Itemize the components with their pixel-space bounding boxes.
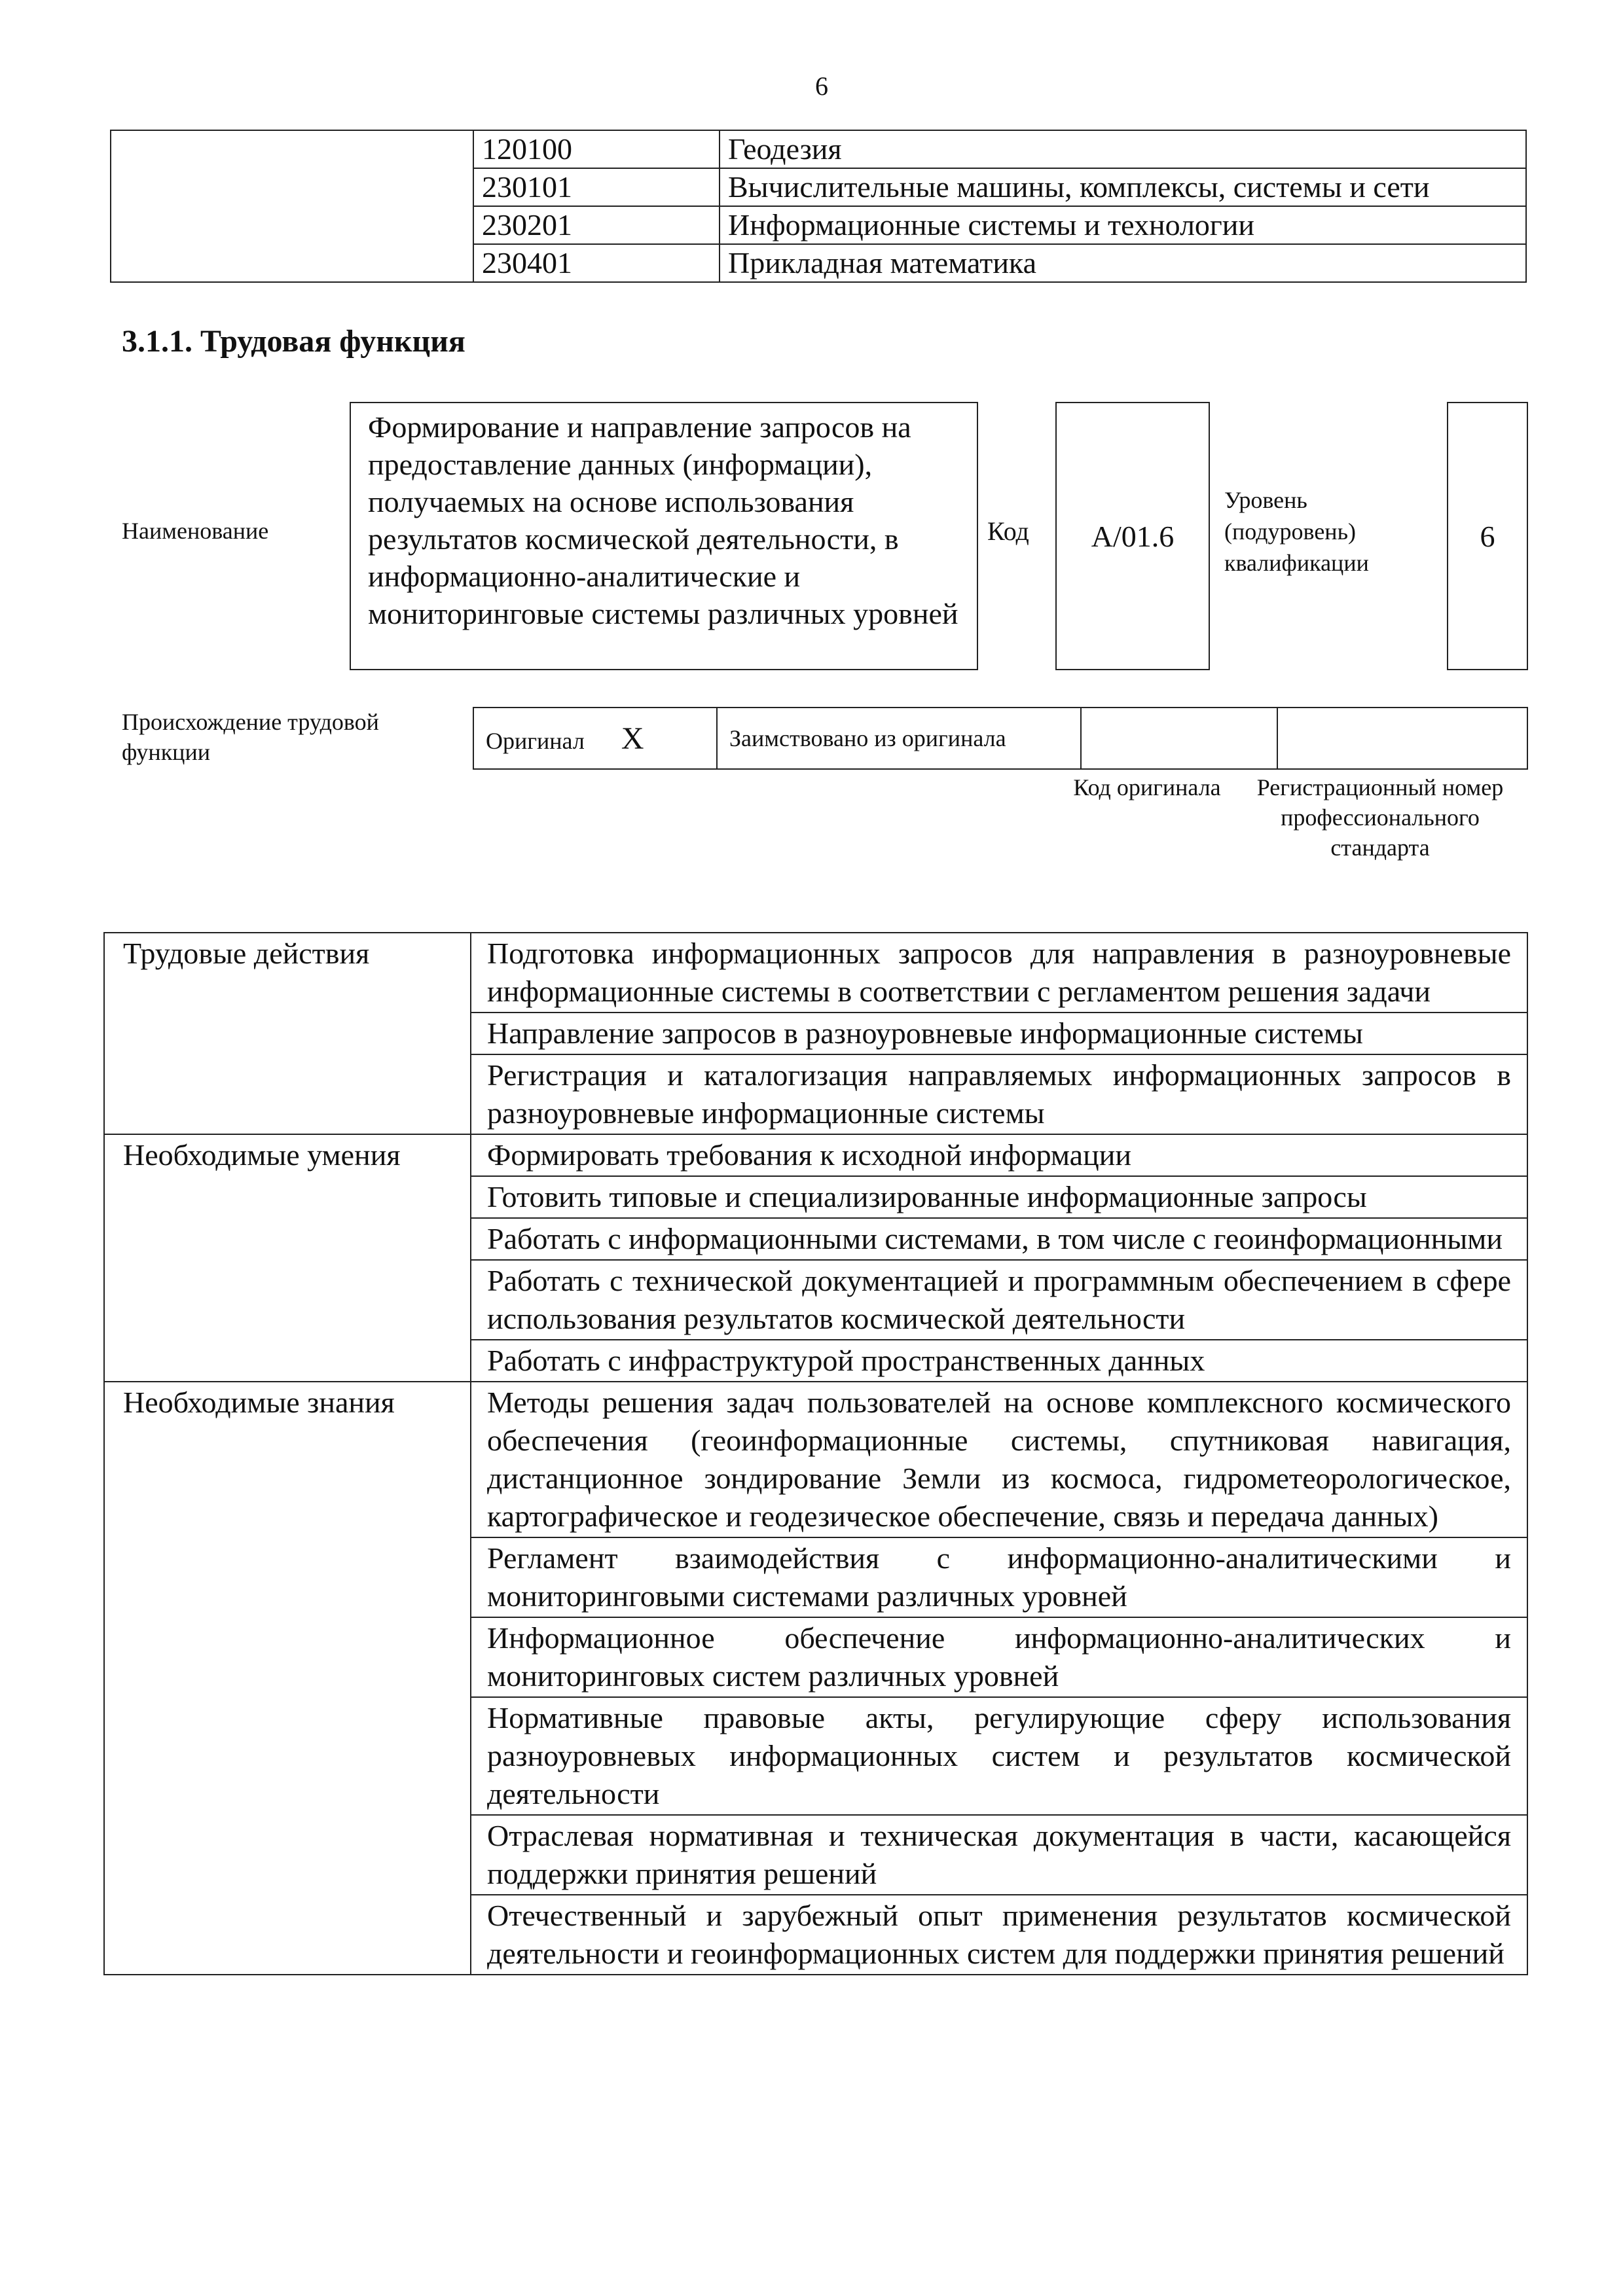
borrowed-label: Заимствовано из оригинала [717, 708, 1081, 769]
page-number: 6 [815, 71, 828, 101]
table-row [104, 933, 1527, 1013]
registration-number-cell [1277, 708, 1527, 769]
original-label: Оригинал [486, 727, 585, 754]
list-item: Работать с инфраструктурой пространственных данных [471, 1340, 1527, 1382]
specialty-name: Прикладная математика [720, 244, 1526, 282]
category-knowledge: Необходимые знания [104, 1382, 471, 1975]
list-item: Информационное обеспечение информационно-аналитических и мониторинговых систем различных уровней [471, 1617, 1527, 1697]
list-item: Готовить типовые и специализированные информационные запросы [471, 1176, 1527, 1218]
list-item: Регистрация и каталогизация направляемых информационных запросов в разноуровневые информационные системы [471, 1054, 1527, 1134]
empty-cell [111, 130, 473, 282]
original-cell [473, 708, 717, 769]
specialty-name: Вычислительные машины, комплексы, системы и сети [720, 168, 1526, 206]
list-item: Отраслевая нормативная и техническая документация в части, касающейся поддержки принятия решений [471, 1815, 1527, 1895]
list-item: Регламент взаимодействия с информационно-аналитическими и мониторинговыми системами различных уровней [471, 1537, 1527, 1617]
specialty-name: Информационные системы и технологии [720, 206, 1526, 244]
requirements-table [103, 932, 1528, 1975]
original-code-cell [1081, 708, 1277, 769]
original-mark: X [621, 721, 644, 756]
qualification-level-box: 6 [1447, 402, 1528, 670]
list-item: Методы решения задач пользователей на основе комплексного космического обеспечения (геоинформационные системы, спутниковая навигация, дистанционное зондирование Земли из космоса, гидрометеорологическое, картографическое и геодезическое обеспечение, связь и передача данных) [471, 1382, 1527, 1537]
specialty-code: 230101 [473, 168, 720, 206]
list-item: Направление запросов в разноуровневые информационные системы [471, 1013, 1527, 1054]
table-row [104, 1134, 1527, 1176]
table-row [111, 130, 1526, 168]
list-item: Формировать требования к исходной информации [471, 1134, 1527, 1176]
table-row [104, 1382, 1527, 1537]
origin-table [473, 707, 1528, 770]
origin-label: Происхождение трудовой функции [122, 709, 379, 765]
specialty-code: 230401 [473, 244, 720, 282]
original-code-caption: Код оригинала [1073, 774, 1221, 800]
list-item: Работать с информационными системами, в том числе с геоинформационными [471, 1218, 1527, 1260]
specialty-code: 230201 [473, 206, 720, 244]
list-item: Работать с технической документацией и программным обеспечением в сфере использования результатов космической деятельности [471, 1260, 1527, 1340]
function-name-box: Формирование и направление запросов на предоставление данных (информации), получаемых на основе использования результатов космической деятельности, в информационно-аналитические и мониторинговые системы различных уровней [350, 402, 978, 670]
category-skills: Необходимые умения [104, 1134, 471, 1382]
name-label: Наименование [122, 518, 269, 544]
function-code-box: A/01.6 [1055, 402, 1210, 670]
list-item: Нормативные правовые акты, регулирующие сферу использования разноуровневых информационных систем и результатов космической деятельности [471, 1697, 1527, 1815]
code-label: Код [987, 516, 1029, 546]
table-row [473, 708, 1527, 769]
section-title: 3.1.1. Трудовая функция [122, 324, 465, 359]
specialty-codes-table [110, 130, 1527, 283]
category-labor-actions: Трудовые действия [104, 933, 471, 1134]
specialty-code: 120100 [473, 130, 720, 168]
specialty-name: Геодезия [720, 130, 1526, 168]
list-item: Подготовка информационных запросов для направления в разноуровневые информационные системы в соответствии с регламентом решения задачи [471, 933, 1527, 1013]
level-label: Уровень (подуровень) квалификации [1224, 487, 1369, 576]
registration-number-caption: Регистрационный номер профессионального стандарта [1256, 774, 1504, 861]
list-item: Отечественный и зарубежный опыт применения результатов космической деятельности и геоинформационных систем для поддержки принятия решений [471, 1895, 1527, 1975]
